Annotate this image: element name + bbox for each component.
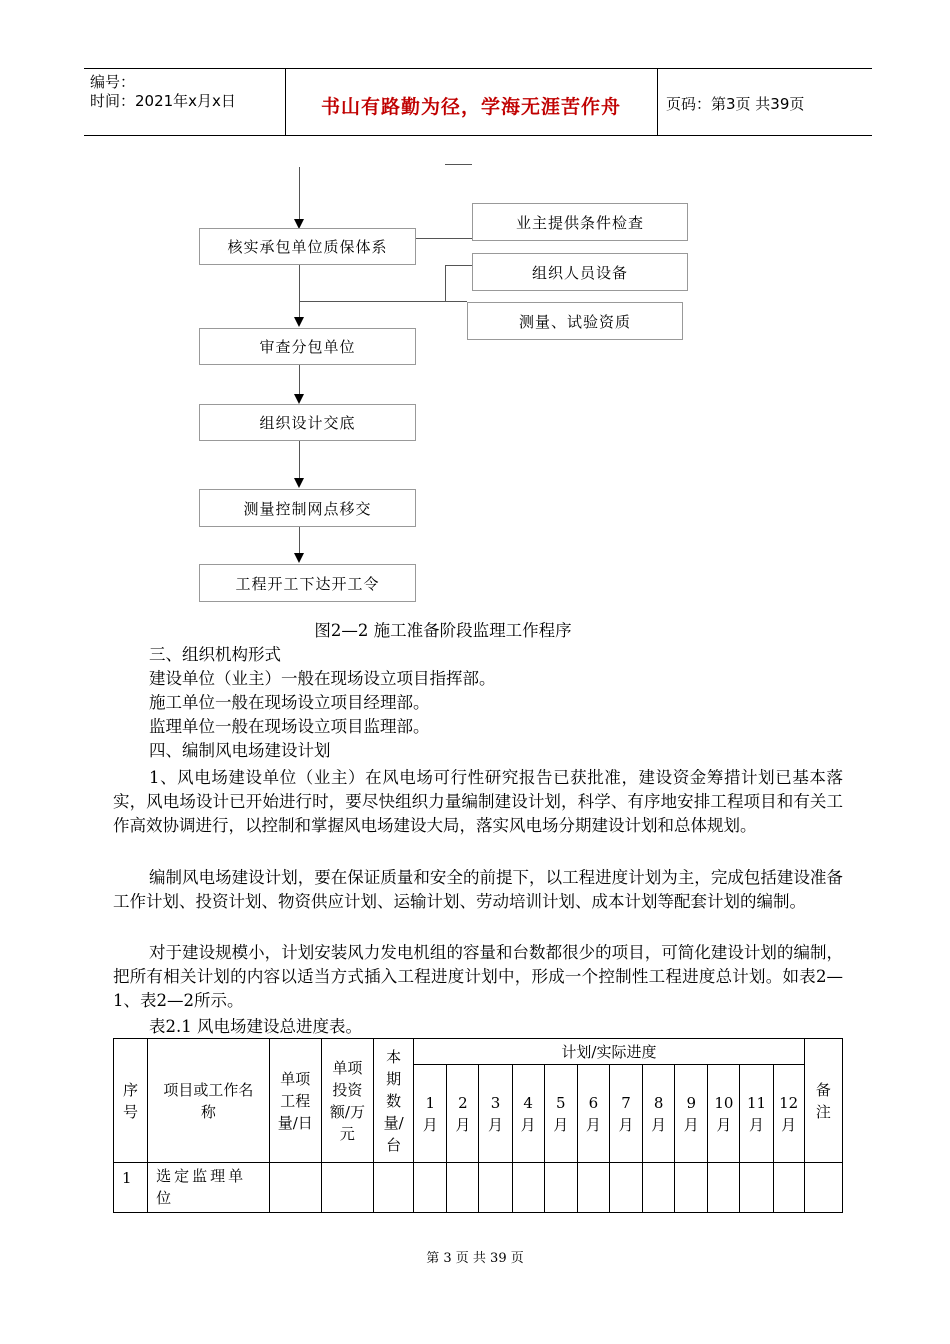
line-supervisor: 监理单位一般在现场设立项目监理部。 bbox=[149, 717, 430, 736]
header-time: 时间：2021年x月x日 bbox=[90, 92, 236, 110]
flow-caption: 图2—2 施工准备阶段监理工作程序 bbox=[314, 621, 572, 640]
th-month-10: 10月 bbox=[708, 1065, 740, 1163]
cell-empty bbox=[447, 1163, 479, 1213]
th-month-9: 9月 bbox=[675, 1065, 708, 1163]
th-month-8: 8月 bbox=[643, 1065, 675, 1163]
cell-empty bbox=[544, 1163, 577, 1213]
cell-empty bbox=[675, 1163, 708, 1213]
flow-connector-1 bbox=[299, 167, 300, 222]
paragraph-2: 编制风电场建设计划，要在保证质量和安全的前提下，以工程进度计划为主，完成包括建设准备工作计划、投资计划、物资供应计划、运输计划、劳动培训计划、成本计划等配套计划的编制。 bbox=[113, 868, 843, 911]
cell-empty bbox=[609, 1163, 642, 1213]
header-divider-right bbox=[657, 68, 658, 136]
header-slogan: 书山有路勤为径，学海无涯苦作舟 bbox=[320, 96, 621, 118]
cell-empty bbox=[321, 1163, 373, 1213]
th-month-4: 4月 bbox=[512, 1065, 544, 1163]
th-month-1: 1月 bbox=[414, 1065, 447, 1163]
flow-connector-4 bbox=[299, 440, 300, 481]
flow-box-design-briefing: 组织设计交底 bbox=[199, 404, 416, 441]
cell-empty bbox=[708, 1163, 740, 1213]
flow-branch-vertical bbox=[445, 265, 446, 302]
flow-connector-2 bbox=[299, 265, 300, 320]
th-month-11: 11月 bbox=[740, 1065, 773, 1163]
th-month-2: 2月 bbox=[447, 1065, 479, 1163]
cell-empty bbox=[374, 1163, 414, 1213]
header-page: 页码：第3页 共39页 bbox=[666, 95, 805, 113]
th-month-5: 5月 bbox=[544, 1065, 577, 1163]
header-code: 编号： bbox=[90, 73, 136, 91]
flow-box-review-subcontract: 审查分包单位 bbox=[199, 328, 416, 365]
schedule-table bbox=[113, 1038, 843, 1213]
flow-top-stub bbox=[445, 164, 472, 165]
th-invest: 单项投资额/万元 bbox=[321, 1039, 373, 1163]
flow-box-start-order: 工程开工下达开工令 bbox=[199, 564, 416, 602]
flow-branch-3 bbox=[299, 301, 467, 302]
th-item: 项目或工作名称 bbox=[148, 1039, 270, 1163]
flow-arrow-2 bbox=[294, 317, 304, 327]
th-note: 备注 bbox=[804, 1039, 842, 1163]
flow-arrow-3 bbox=[294, 394, 304, 404]
cell-empty bbox=[643, 1163, 675, 1213]
heading-build-plan: 四、编制风电场建设计划 bbox=[149, 741, 331, 760]
flow-box-survey-handover: 测量控制网点移交 bbox=[199, 489, 416, 527]
flow-branch-1 bbox=[416, 238, 473, 239]
th-month-12: 12月 bbox=[773, 1065, 804, 1163]
flow-branch-2 bbox=[445, 265, 472, 266]
th-month-7: 7月 bbox=[609, 1065, 642, 1163]
page-footer: 第 3 页 共 39 页 bbox=[426, 1251, 524, 1266]
flow-connector-3 bbox=[299, 365, 300, 397]
cell-empty bbox=[269, 1163, 321, 1213]
cell-empty bbox=[479, 1163, 512, 1213]
cell-empty bbox=[773, 1163, 804, 1213]
cell-empty bbox=[804, 1163, 842, 1213]
flow-box-verify-qa: 核实承包单位质保体系 bbox=[199, 228, 416, 265]
flow-box-staff-equipment: 组织人员设备 bbox=[472, 253, 688, 291]
flow-arrow-5 bbox=[294, 553, 304, 563]
th-month-3: 3月 bbox=[479, 1065, 512, 1163]
table-row bbox=[114, 1163, 843, 1213]
heading-org-structure: 三、组织机构形式 bbox=[149, 645, 281, 664]
line-owner: 建设单位（业主）一般在现场设立项目指挥部。 bbox=[149, 669, 496, 688]
cell-seq: 1 bbox=[114, 1163, 148, 1213]
th-plan: 计划/实际进度 bbox=[414, 1039, 805, 1065]
cell-empty bbox=[577, 1163, 609, 1213]
table-title: 表2.1 风电场建设总进度表。 bbox=[149, 1017, 362, 1036]
cell-empty bbox=[740, 1163, 773, 1213]
line-contractor: 施工单位一般在现场设立项目经理部。 bbox=[149, 693, 430, 712]
th-seq: 序号 bbox=[114, 1039, 148, 1163]
paragraph-1: 1、风电场建设单位（业主）在风电场可行性研究报告已获批准，建设资金筹措计划已基本落实，风电场设计已开始进行时，要尽快组织力量编制建设计划，科学、有序地安排工程项目和有关工作高效协调进行，以控制和掌握风电场建设大局，落实风电场分期建设计划和总体规划。 bbox=[113, 768, 843, 835]
header-bottom-rule bbox=[84, 135, 872, 136]
th-days: 单项工程量/日 bbox=[269, 1039, 321, 1163]
cell-empty bbox=[414, 1163, 447, 1213]
flow-connector-5 bbox=[299, 527, 300, 556]
header-top-rule bbox=[84, 68, 872, 69]
cell-item: 选定监理单位 bbox=[148, 1163, 270, 1213]
flow-arrow-4 bbox=[294, 478, 304, 488]
th-month-6: 6月 bbox=[577, 1065, 609, 1163]
flow-box-owner-check: 业主提供条件检查 bbox=[472, 203, 688, 241]
paragraph-3: 对于建设规模小，计划安装风力发电机组的容量和台数都很少的项目，可简化建设计划的编制，把所有相关计划的内容以适当方式插入工程进度计划中，形成一个控制性工程进度总计划。如表2—1、表2—2所示。 bbox=[113, 943, 843, 1010]
flow-box-survey-qualification: 测量、试验资质 bbox=[467, 302, 683, 340]
th-qty: 本期数量/台 bbox=[374, 1039, 414, 1163]
cell-empty bbox=[512, 1163, 544, 1213]
